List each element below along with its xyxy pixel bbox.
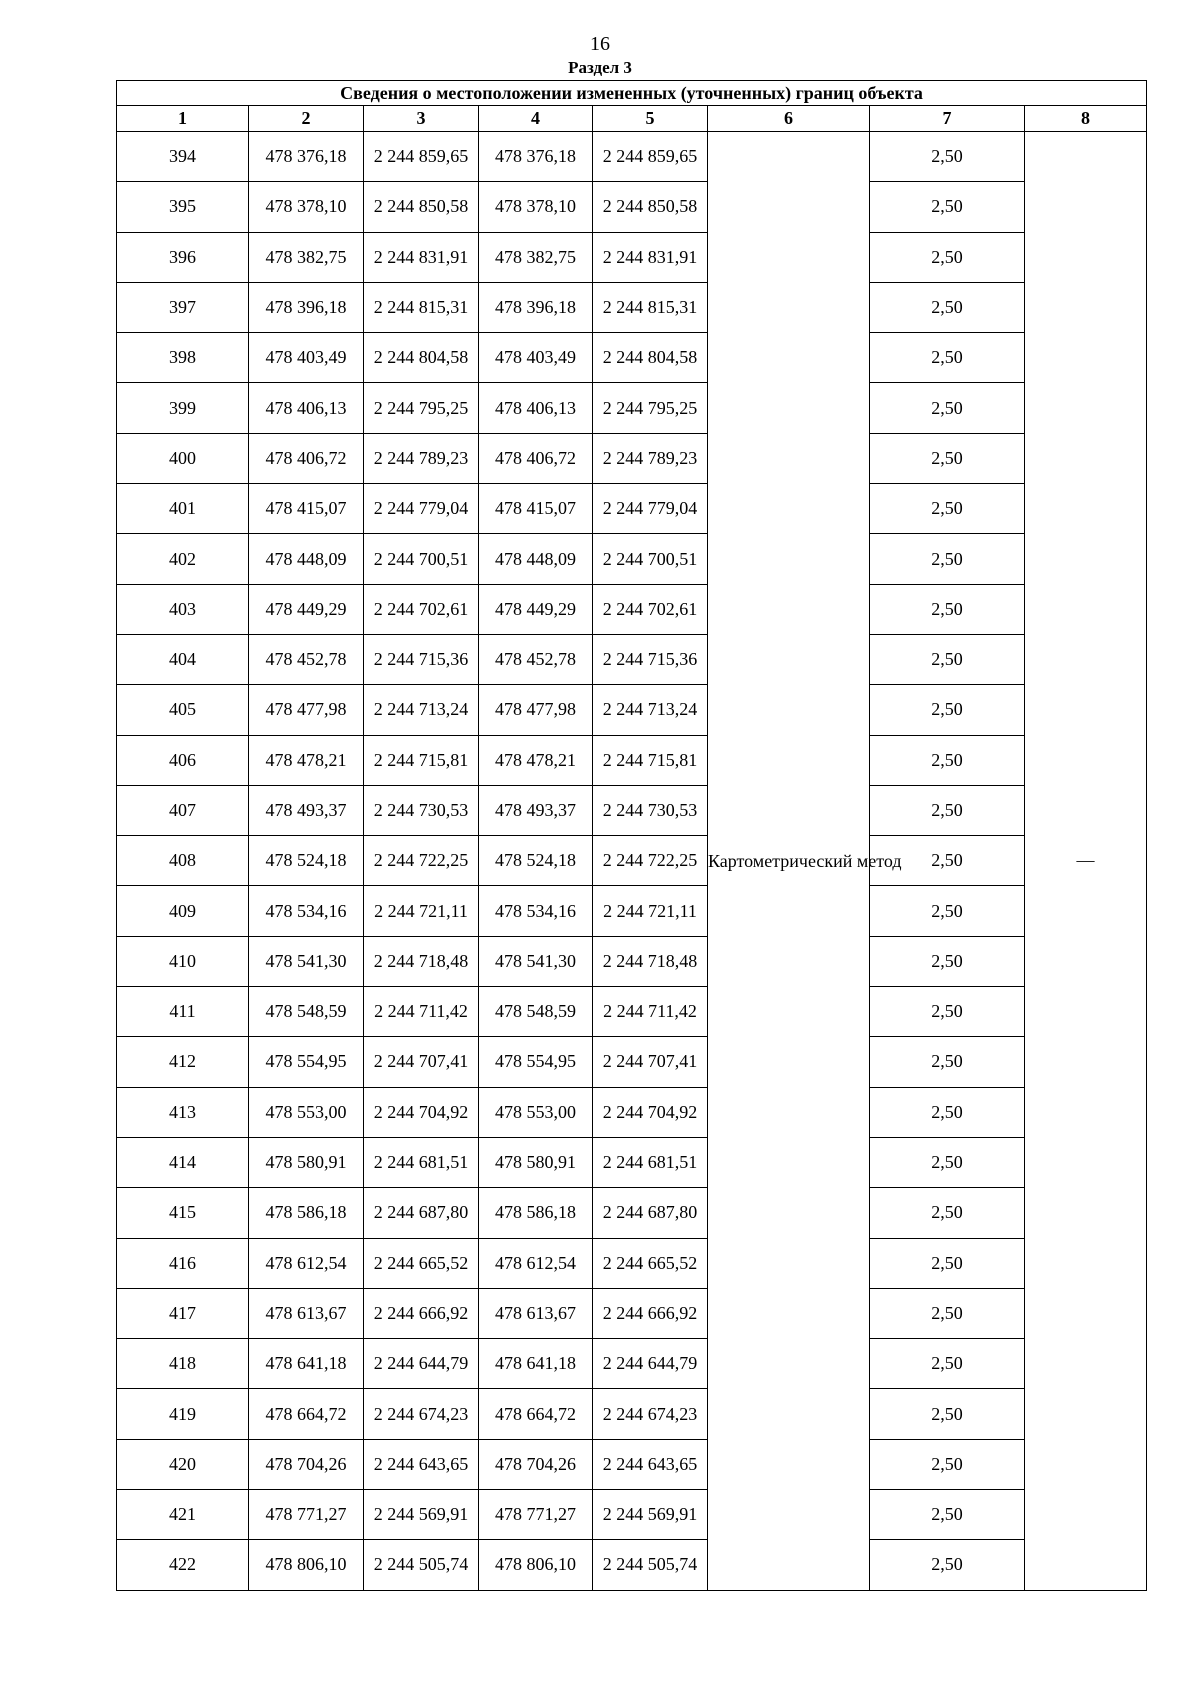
point-number-cell: 407 [117,785,249,835]
accuracy-cell: 2,50 [870,232,1025,282]
x-coordinate-new-cell: 478 771,27 [479,1490,593,1540]
point-number-cell: 398 [117,333,249,383]
x-coordinate-new-cell: 478 376,18 [479,132,593,182]
accuracy-cell: 2,50 [870,785,1025,835]
accuracy-cell: 2,50 [870,936,1025,986]
y-coordinate-new-cell: 2 244 505,74 [593,1540,708,1590]
accuracy-cell: 2,50 [870,1137,1025,1187]
y-coordinate-cell: 2 244 722,25 [364,836,479,886]
x-coordinate-new-cell: 478 641,18 [479,1339,593,1389]
x-coordinate-cell: 478 704,26 [249,1439,364,1489]
y-coordinate-cell: 2 244 831,91 [364,232,479,282]
x-coordinate-new-cell: 478 541,30 [479,936,593,986]
y-coordinate-new-cell: 2 244 715,36 [593,634,708,684]
accuracy-cell: 2,50 [870,433,1025,483]
accuracy-cell: 2,50 [870,1238,1025,1288]
accuracy-cell: 2,50 [870,987,1025,1037]
x-coordinate-new-cell: 478 478,21 [479,735,593,785]
y-coordinate-cell: 2 244 804,58 [364,333,479,383]
column-number: 1 [117,106,249,132]
y-coordinate-cell: 2 244 644,79 [364,1339,479,1389]
point-number-cell: 417 [117,1288,249,1338]
x-coordinate-cell: 478 406,13 [249,383,364,433]
accuracy-cell: 2,50 [870,1389,1025,1439]
table-row [117,282,1147,332]
x-coordinate-cell: 478 448,09 [249,534,364,584]
y-coordinate-new-cell: 2 244 711,42 [593,987,708,1037]
x-coordinate-cell: 478 403,49 [249,333,364,383]
y-coordinate-new-cell: 2 244 674,23 [593,1389,708,1439]
point-number-cell: 414 [117,1137,249,1187]
point-number-cell: 420 [117,1439,249,1489]
y-coordinate-cell: 2 244 779,04 [364,484,479,534]
table-row [117,232,1147,282]
x-coordinate-cell: 478 664,72 [249,1389,364,1439]
point-number-cell: 394 [117,132,249,182]
x-coordinate-new-cell: 478 806,10 [479,1540,593,1590]
point-number-cell: 421 [117,1490,249,1540]
y-coordinate-new-cell: 2 244 665,52 [593,1238,708,1288]
x-coordinate-cell: 478 771,27 [249,1490,364,1540]
y-coordinate-cell: 2 244 713,24 [364,685,479,735]
x-coordinate-new-cell: 478 406,13 [479,383,593,433]
x-coordinate-cell: 478 541,30 [249,936,364,986]
x-coordinate-cell: 478 452,78 [249,634,364,684]
x-coordinate-new-cell: 478 449,29 [479,584,593,634]
point-number-cell: 403 [117,584,249,634]
table-row [117,1087,1147,1137]
x-coordinate-cell: 478 524,18 [249,836,364,886]
x-coordinate-cell: 478 396,18 [249,282,364,332]
point-number-cell: 399 [117,383,249,433]
point-number-cell: 400 [117,433,249,483]
accuracy-cell: 2,50 [870,735,1025,785]
y-coordinate-new-cell: 2 244 804,58 [593,333,708,383]
table-row [117,1540,1147,1590]
y-coordinate-new-cell: 2 244 730,53 [593,785,708,835]
table-row [117,1238,1147,1288]
x-coordinate-cell: 478 449,29 [249,584,364,634]
column-number-row [117,106,1147,132]
x-coordinate-cell: 478 378,10 [249,182,364,232]
point-number-cell: 419 [117,1389,249,1439]
table-row [117,433,1147,483]
x-coordinate-cell: 478 415,07 [249,484,364,534]
y-coordinate-new-cell: 2 244 850,58 [593,182,708,232]
x-coordinate-cell: 478 586,18 [249,1188,364,1238]
table-row [117,584,1147,634]
x-coordinate-new-cell: 478 613,67 [479,1288,593,1338]
accuracy-cell: 2,50 [870,484,1025,534]
point-number-cell: 395 [117,182,249,232]
column-number: 4 [479,106,593,132]
x-coordinate-new-cell: 478 382,75 [479,232,593,282]
column-number: 5 [593,106,708,132]
y-coordinate-new-cell: 2 244 831,91 [593,232,708,282]
table-title: Сведения о местоположении измененных (уточненных) границ объекта [117,81,1147,106]
table-row [117,685,1147,735]
y-coordinate-cell: 2 244 730,53 [364,785,479,835]
table-row [117,484,1147,534]
y-coordinate-cell: 2 244 643,65 [364,1439,479,1489]
x-coordinate-new-cell: 478 548,59 [479,987,593,1037]
y-coordinate-cell: 2 244 715,36 [364,634,479,684]
column-number: 7 [870,106,1025,132]
point-number-cell: 418 [117,1339,249,1389]
y-coordinate-cell: 2 244 715,81 [364,735,479,785]
accuracy-cell: 2,50 [870,1087,1025,1137]
table-row [117,785,1147,835]
accuracy-cell: 2,50 [870,886,1025,936]
accuracy-cell: 2,50 [870,685,1025,735]
table-row [117,132,1147,182]
table-row [117,333,1147,383]
x-coordinate-new-cell: 478 396,18 [479,282,593,332]
table-row [117,1389,1147,1439]
point-number-cell: 411 [117,987,249,1037]
table-row [117,886,1147,936]
x-coordinate-cell: 478 613,67 [249,1288,364,1338]
table-row [117,1339,1147,1389]
x-coordinate-cell: 478 580,91 [249,1137,364,1187]
column-number: 6 [708,106,870,132]
accuracy-cell: 2,50 [870,836,1025,886]
x-coordinate-new-cell: 478 534,16 [479,886,593,936]
y-coordinate-cell: 2 244 707,41 [364,1037,479,1087]
page-number: 16 [590,33,610,55]
point-number-cell: 402 [117,534,249,584]
x-coordinate-cell: 478 806,10 [249,1540,364,1590]
table-row [117,735,1147,785]
table-row [117,1037,1147,1087]
point-number-cell: 401 [117,484,249,534]
table-row [117,534,1147,584]
y-coordinate-cell: 2 244 674,23 [364,1389,479,1439]
x-coordinate-new-cell: 478 448,09 [479,534,593,584]
accuracy-cell: 2,50 [870,383,1025,433]
x-coordinate-new-cell: 478 452,78 [479,634,593,684]
y-coordinate-new-cell: 2 244 700,51 [593,534,708,584]
y-coordinate-cell: 2 244 681,51 [364,1137,479,1187]
accuracy-cell: 2,50 [870,333,1025,383]
point-number-cell: 410 [117,936,249,986]
accuracy-cell: 2,50 [870,1540,1025,1590]
accuracy-cell: 2,50 [870,1188,1025,1238]
column-number: 3 [364,106,479,132]
point-number-cell: 409 [117,886,249,936]
x-coordinate-cell: 478 382,75 [249,232,364,282]
x-coordinate-cell: 478 477,98 [249,685,364,735]
table-row [117,1439,1147,1489]
y-coordinate-new-cell: 2 244 722,25 [593,836,708,886]
x-coordinate-new-cell: 478 580,91 [479,1137,593,1187]
table-row [117,634,1147,684]
accuracy-cell: 2,50 [870,1288,1025,1338]
point-number-cell: 415 [117,1188,249,1238]
accuracy-cell: 2,50 [870,132,1025,182]
accuracy-cell: 2,50 [870,182,1025,232]
y-coordinate-cell: 2 244 665,52 [364,1238,479,1288]
table-row [117,383,1147,433]
y-coordinate-new-cell: 2 244 702,61 [593,584,708,634]
x-coordinate-new-cell: 478 612,54 [479,1238,593,1288]
point-number-cell: 408 [117,836,249,886]
y-coordinate-cell: 2 244 505,74 [364,1540,479,1590]
x-coordinate-cell: 478 376,18 [249,132,364,182]
y-coordinate-new-cell: 2 244 715,81 [593,735,708,785]
y-coordinate-new-cell: 2 244 859,65 [593,132,708,182]
x-coordinate-new-cell: 478 554,95 [479,1037,593,1087]
x-coordinate-cell: 478 406,72 [249,433,364,483]
x-coordinate-new-cell: 478 524,18 [479,836,593,886]
x-coordinate-new-cell: 478 406,72 [479,433,593,483]
table-row [117,1188,1147,1238]
y-coordinate-new-cell: 2 244 718,48 [593,936,708,986]
accuracy-cell: 2,50 [870,1439,1025,1489]
point-number-cell: 416 [117,1238,249,1288]
table-row [117,987,1147,1037]
x-coordinate-new-cell: 478 403,49 [479,333,593,383]
y-coordinate-new-cell: 2 244 704,92 [593,1087,708,1137]
y-coordinate-cell: 2 244 687,80 [364,1188,479,1238]
y-coordinate-new-cell: 2 244 815,31 [593,282,708,332]
y-coordinate-cell: 2 244 795,25 [364,383,479,433]
y-coordinate-new-cell: 2 244 644,79 [593,1339,708,1389]
point-number-cell: 397 [117,282,249,332]
x-coordinate-cell: 478 548,59 [249,987,364,1037]
x-coordinate-cell: 478 478,21 [249,735,364,785]
y-coordinate-new-cell: 2 244 795,25 [593,383,708,433]
y-coordinate-new-cell: 2 244 789,23 [593,433,708,483]
accuracy-cell: 2,50 [870,534,1025,584]
boundary-coordinates-table [116,80,1147,1591]
table-body [117,132,1147,1591]
x-coordinate-new-cell: 478 586,18 [479,1188,593,1238]
y-coordinate-new-cell: 2 244 721,11 [593,886,708,936]
table-row [117,1490,1147,1540]
table-row [117,1288,1147,1338]
y-coordinate-cell: 2 244 850,58 [364,182,479,232]
column-number: 8 [1025,106,1147,132]
x-coordinate-new-cell: 478 664,72 [479,1389,593,1439]
y-coordinate-cell: 2 244 702,61 [364,584,479,634]
y-coordinate-new-cell: 2 244 681,51 [593,1137,708,1187]
y-coordinate-new-cell: 2 244 779,04 [593,484,708,534]
accuracy-cell: 2,50 [870,282,1025,332]
section-title: Раздел 3 [568,58,632,77]
point-number-cell: 406 [117,735,249,785]
y-coordinate-cell: 2 244 815,31 [364,282,479,332]
y-coordinate-new-cell: 2 244 569,91 [593,1490,708,1540]
table-row [117,182,1147,232]
y-coordinate-new-cell: 2 244 687,80 [593,1188,708,1238]
y-coordinate-cell: 2 244 704,92 [364,1087,479,1137]
point-number-cell: 396 [117,232,249,282]
y-coordinate-cell: 2 244 666,92 [364,1288,479,1338]
y-coordinate-new-cell: 2 244 713,24 [593,685,708,735]
x-coordinate-new-cell: 478 553,00 [479,1087,593,1137]
y-coordinate-cell: 2 244 789,23 [364,433,479,483]
table-row [117,1137,1147,1187]
y-coordinate-cell: 2 244 711,42 [364,987,479,1037]
point-number-cell: 405 [117,685,249,735]
x-coordinate-cell: 478 554,95 [249,1037,364,1087]
column-number: 2 [249,106,364,132]
x-coordinate-cell: 478 612,54 [249,1238,364,1288]
x-coordinate-new-cell: 478 378,10 [479,182,593,232]
y-coordinate-cell: 2 244 700,51 [364,534,479,584]
accuracy-cell: 2,50 [870,584,1025,634]
y-coordinate-cell: 2 244 859,65 [364,132,479,182]
x-coordinate-cell: 478 553,00 [249,1087,364,1137]
y-coordinate-cell: 2 244 569,91 [364,1490,479,1540]
y-coordinate-cell: 2 244 718,48 [364,936,479,986]
point-number-cell: 422 [117,1540,249,1590]
x-coordinate-new-cell: 478 704,26 [479,1439,593,1489]
table-row [117,836,1147,886]
table-row [117,936,1147,986]
accuracy-cell: 2,50 [870,634,1025,684]
column-8-cell: — [1025,132,1147,1591]
point-number-cell: 412 [117,1037,249,1087]
x-coordinate-cell: 478 534,16 [249,886,364,936]
x-coordinate-cell: 478 641,18 [249,1339,364,1389]
accuracy-cell: 2,50 [870,1490,1025,1540]
x-coordinate-new-cell: 478 415,07 [479,484,593,534]
table-title-row [117,81,1147,106]
y-coordinate-new-cell: 2 244 643,65 [593,1439,708,1489]
accuracy-cell: 2,50 [870,1339,1025,1389]
method-cell: Картометрический метод [708,132,870,1591]
accuracy-cell: 2,50 [870,1037,1025,1087]
y-coordinate-cell: 2 244 721,11 [364,886,479,936]
x-coordinate-new-cell: 478 493,37 [479,785,593,835]
x-coordinate-cell: 478 493,37 [249,785,364,835]
point-number-cell: 404 [117,634,249,684]
point-number-cell: 413 [117,1087,249,1137]
x-coordinate-new-cell: 478 477,98 [479,685,593,735]
y-coordinate-new-cell: 2 244 707,41 [593,1037,708,1087]
y-coordinate-new-cell: 2 244 666,92 [593,1288,708,1338]
